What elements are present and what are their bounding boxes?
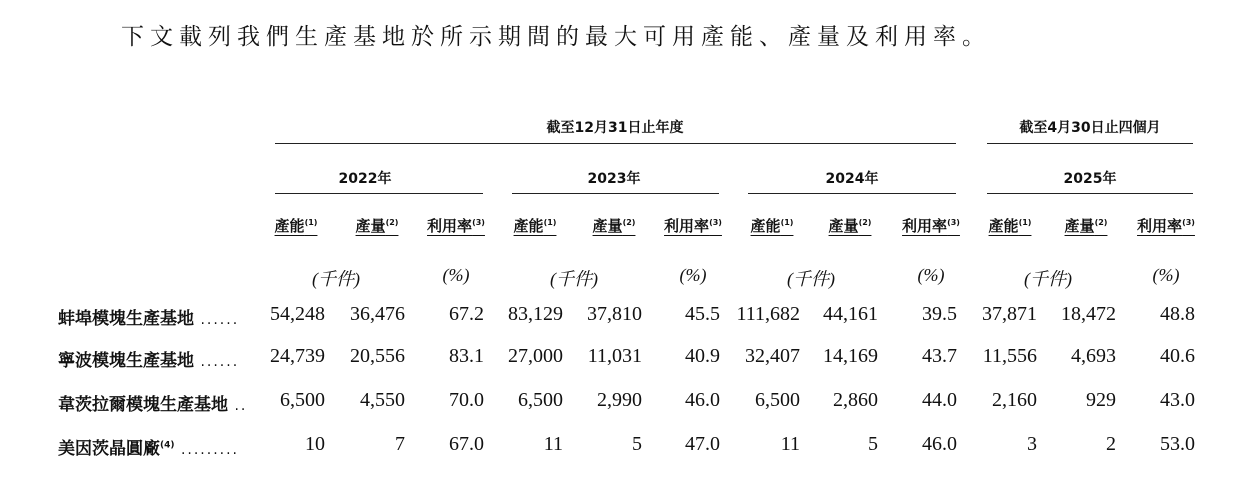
period-header-years: 截至12月31日止年度	[546, 120, 684, 136]
table-cell: 7	[395, 433, 405, 455]
output-header: 產量$^{(2)}$	[1064, 217, 1108, 235]
table-cell: 67.0	[449, 433, 484, 455]
table-cell: 5	[868, 433, 878, 455]
row-label	[58, 390, 247, 415]
period-rule	[987, 143, 1193, 144]
footnote-ref: (2)	[1094, 218, 1108, 227]
year-rule	[275, 193, 483, 194]
table-cell: 14,169	[823, 345, 878, 367]
table-cell: 20,556	[350, 345, 405, 367]
row-label-text: 韋茨拉爾模塊生產基地	[58, 395, 228, 415]
table-cell: 2,990	[597, 389, 642, 411]
table-cell: 40.9	[685, 345, 720, 367]
table-cell: 10	[305, 433, 325, 455]
year-rule	[987, 193, 1193, 194]
table-cell: 6,500	[518, 389, 563, 411]
year-rule	[748, 193, 956, 194]
table-cell: 5	[632, 433, 642, 455]
table-cell: 111,682	[736, 303, 800, 325]
unit-percent: (%)	[1152, 265, 1180, 285]
table-cell: 24,739	[270, 345, 325, 367]
row-label-text: 蚌埠模塊生產基地	[58, 309, 194, 329]
leader-dots: ..	[228, 398, 248, 414]
table-cell: 70.0	[449, 389, 484, 411]
period-rule	[275, 143, 956, 144]
table-cell: 11,556	[982, 345, 1037, 367]
table-cell: 2,860	[833, 389, 878, 411]
row-label	[58, 434, 239, 459]
table-cell: 47.0	[685, 433, 720, 455]
footnote-ref: (2)	[858, 218, 872, 227]
table-cell: 18,472	[1061, 303, 1116, 325]
table-cell: 4,550	[360, 389, 405, 411]
utilization-header: 利用率$^{(3)}$	[902, 217, 960, 235]
table-cell: 4,693	[1071, 345, 1116, 367]
table-cell: 44.0	[922, 389, 957, 411]
unit-thousand-pieces: (千件)	[312, 269, 360, 289]
leader-dots: ......	[194, 312, 240, 328]
footnote-ref: (1)	[304, 218, 318, 227]
table-cell: 3	[1027, 433, 1037, 455]
output-header: 產量$^{(2)}$	[828, 217, 872, 235]
leader-dots: ......	[194, 354, 240, 370]
footnote-ref: (1)	[543, 218, 557, 227]
table-cell: 11	[543, 433, 563, 455]
table-cell: 27,000	[508, 345, 563, 367]
footnote-ref: (2)	[385, 218, 399, 227]
year-header: 2023年	[587, 171, 641, 187]
table-cell: 39.5	[922, 303, 957, 325]
period-header-four-months: 截至4月30日止四個月	[1019, 120, 1161, 136]
row-label-text: 寧波模塊生產基地	[58, 351, 194, 371]
table-cell: 40.6	[1160, 345, 1195, 367]
table-cell: 37,871	[982, 303, 1037, 325]
table-cell: 43.0	[1160, 389, 1195, 411]
table-cell: 929	[1086, 389, 1116, 411]
row-label	[58, 304, 239, 329]
table-cell: 43.7	[922, 345, 957, 367]
table-cell: 6,500	[755, 389, 800, 411]
row-label-text: 美因茨晶圓廠	[58, 439, 160, 459]
row-label	[58, 346, 239, 371]
footnote-ref: (2)	[622, 218, 636, 227]
intro-text: 下文載列我們生產基地於所示期間的最大可用產能、產量及利用率。	[121, 24, 991, 50]
output-header: 產量$^{(2)}$	[592, 217, 636, 235]
table-cell: 11,031	[587, 345, 642, 367]
unit-percent: (%)	[917, 265, 945, 285]
table-cell: 36,476	[350, 303, 405, 325]
capacity-header: 產能$^{(1)}$	[274, 217, 318, 235]
utilization-header: 利用率$^{(3)}$	[1137, 217, 1195, 235]
unit-thousand-pieces: (千件)	[550, 269, 598, 289]
output-header: 產量$^{(2)}$	[355, 217, 399, 235]
table-cell: 2,160	[992, 389, 1037, 411]
year-header: 2025年	[1063, 171, 1117, 187]
footnote-ref: (3)	[472, 218, 485, 227]
footnote-ref: (3)	[709, 218, 722, 227]
footnote-ref: (3)	[947, 218, 960, 227]
unit-percent: (%)	[679, 265, 707, 285]
year-header: 2022年	[338, 171, 392, 187]
capacity-header: 產能$^{(1)}$	[750, 217, 794, 235]
unit-percent: (%)	[442, 265, 470, 285]
table-cell: 83.1	[449, 345, 484, 367]
table-cell: 44,161	[823, 303, 878, 325]
table-cell: 11	[780, 433, 800, 455]
table-cell: 67.2	[449, 303, 484, 325]
table-cell: 48.8	[1160, 303, 1195, 325]
table-cell: 46.0	[685, 389, 720, 411]
utilization-header: 利用率$^{(3)}$	[427, 217, 485, 235]
table-cell: 37,810	[587, 303, 642, 325]
table-cell: 6,500	[280, 389, 325, 411]
capacity-header: 產能$^{(1)}$	[513, 217, 557, 235]
utilization-header: 利用率$^{(3)}$	[664, 217, 722, 235]
table-cell: 53.0	[1160, 433, 1195, 455]
table-cell: 54,248	[270, 303, 325, 325]
footnote-ref: (4)	[160, 440, 175, 451]
capacity-header: 產能$^{(1)}$	[988, 217, 1032, 235]
year-header: 2024年	[825, 171, 879, 187]
table-cell: 32,407	[745, 345, 800, 367]
footnote-ref: (3)	[1182, 218, 1195, 227]
footnote-ref: (1)	[780, 218, 794, 227]
footnote-ref: (1)	[1018, 218, 1032, 227]
table-cell: 45.5	[685, 303, 720, 325]
unit-thousand-pieces: (千件)	[1024, 269, 1072, 289]
table-cell: 2	[1106, 433, 1116, 455]
year-rule	[512, 193, 719, 194]
unit-thousand-pieces: (千件)	[787, 269, 835, 289]
table-cell: 46.0	[922, 433, 957, 455]
leader-dots: .........	[174, 442, 240, 458]
table-cell: 83,129	[508, 303, 563, 325]
